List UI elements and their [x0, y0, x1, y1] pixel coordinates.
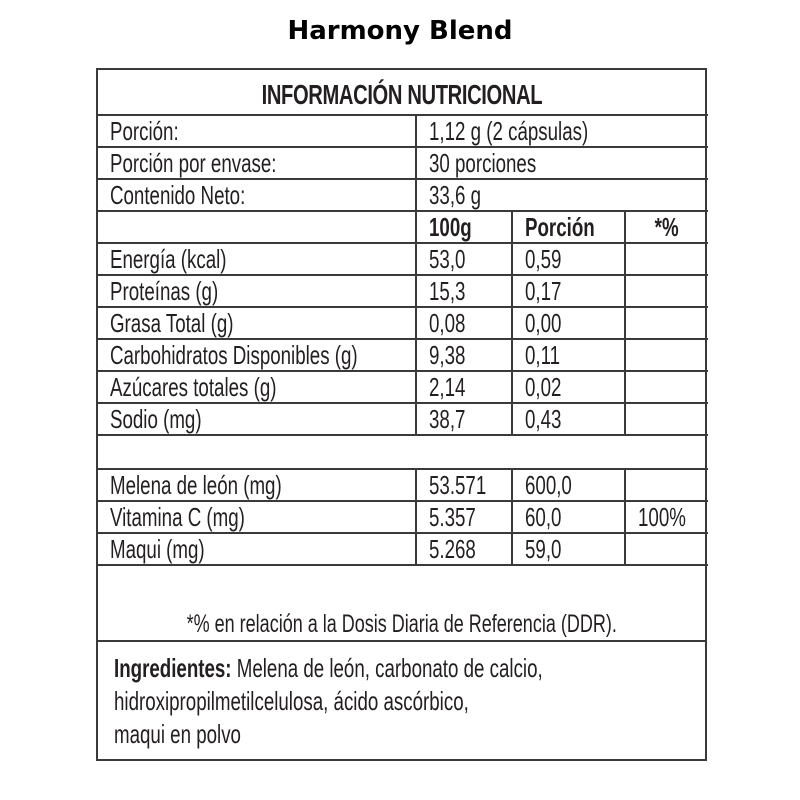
nutrient-100g: 0,08	[416, 307, 512, 339]
nutrient-pct	[625, 371, 708, 403]
nutrient-portion: 0,02	[512, 371, 625, 403]
nutrient-pct	[625, 275, 708, 307]
table-row	[98, 339, 708, 371]
table-row	[98, 533, 708, 565]
serving-value: 1,12 g (2 cápsulas)	[416, 115, 708, 147]
table-row	[98, 115, 708, 147]
nutrient-pct	[625, 339, 708, 371]
active-name: Maqui (mg)	[98, 533, 416, 565]
product-title: Harmony Blend	[287, 16, 513, 46]
nutrient-name: Energía (kcal)	[98, 243, 416, 275]
table-row	[98, 403, 708, 435]
servings-per-container-value: 30 porciones	[416, 147, 708, 179]
column-header-pct: *%	[625, 211, 708, 243]
table-row	[98, 371, 708, 403]
nutrition-table-title: INFORMACIÓN NUTRICIONAL	[98, 70, 705, 116]
nutrient-pct	[625, 403, 708, 435]
nutrient-name: Sodio (mg)	[98, 403, 416, 435]
nutrient-portion: 0,00	[512, 307, 625, 339]
nutrient-pct	[625, 243, 708, 275]
ingredients-line-2: hidroxipropilmetilcelulosa, ácido ascórbico,	[114, 686, 469, 716]
table-row	[98, 469, 708, 501]
spacer-row	[98, 435, 708, 469]
table-row	[98, 275, 708, 307]
table-row	[98, 243, 708, 275]
nutrient-portion: 0,17	[512, 275, 625, 307]
nutrient-name: Azúcares totales (g)	[98, 371, 416, 403]
column-header-portion: Porción	[512, 211, 625, 243]
active-portion: 59,0	[512, 533, 625, 565]
nutrient-name: Proteínas (g)	[98, 275, 416, 307]
nutrient-name: Carbohidratos Disponibles (g)	[98, 339, 416, 371]
ingredients-line-3: maqui en polvo	[114, 719, 241, 749]
column-header-row	[98, 211, 708, 243]
servings-per-container-label: Porción por envase:	[98, 147, 416, 179]
table-row	[98, 501, 708, 533]
nutrient-portion: 0,11	[512, 339, 625, 371]
nutrient-100g: 38,7	[416, 403, 512, 435]
ingredients-line-1: Ingredientes: Melena de león, carbonato de calcio,	[114, 653, 543, 683]
nutrient-100g: 53,0	[416, 243, 512, 275]
net-content-value: 33,6 g	[416, 179, 708, 211]
active-name: Melena de león (mg)	[98, 469, 416, 501]
nutrition-label	[96, 68, 707, 761]
nutrient-100g: 2,14	[416, 371, 512, 403]
active-100g: 53.571	[416, 469, 512, 501]
active-pct	[625, 533, 708, 565]
table-row	[98, 179, 708, 211]
column-header-100g: 100g	[416, 211, 512, 243]
serving-label: Porción:	[98, 115, 416, 147]
active-name: Vitamina C (mg)	[98, 501, 416, 533]
table-row	[98, 147, 708, 179]
active-portion: 600,0	[512, 469, 625, 501]
nutrient-portion: 0,43	[512, 403, 625, 435]
active-pct	[625, 469, 708, 501]
ingredients	[114, 652, 754, 751]
nutrient-name: Grasa Total (g)	[98, 307, 416, 339]
nutrient-100g: 9,38	[416, 339, 512, 371]
footnote: *% en relación a la Dosis Diaria de Referencia (DDR).	[98, 604, 705, 642]
table-row	[98, 307, 708, 339]
active-100g: 5.357	[416, 501, 512, 533]
nutrition-table	[98, 114, 708, 566]
ingredients-label: Ingredientes:	[114, 653, 232, 683]
nutrient-pct	[625, 307, 708, 339]
nutrient-portion: 0,59	[512, 243, 625, 275]
nutrient-100g: 15,3	[416, 275, 512, 307]
active-pct: 100%	[625, 501, 708, 533]
active-100g: 5.268	[416, 533, 512, 565]
net-content-label: Contenido Neto:	[98, 179, 416, 211]
active-portion: 60,0	[512, 501, 625, 533]
